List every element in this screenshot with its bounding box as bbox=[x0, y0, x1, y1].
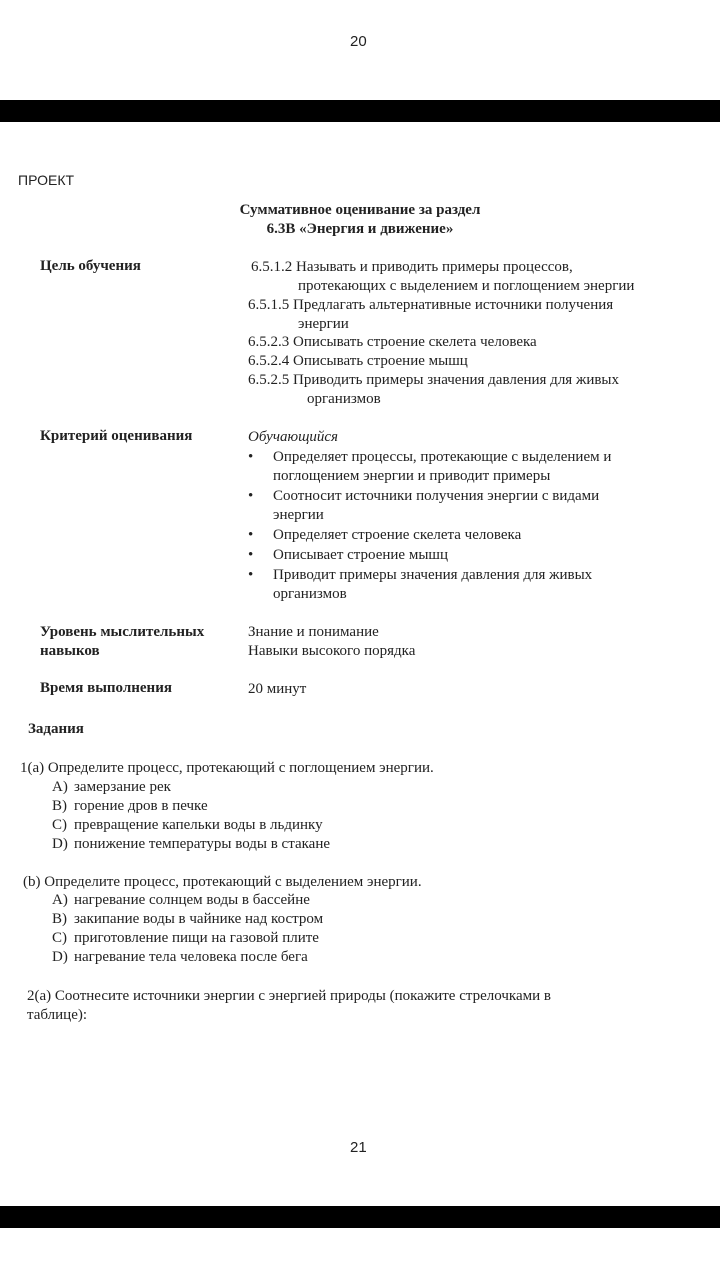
option-letter: A) bbox=[52, 892, 68, 908]
page-separator-bar-bottom bbox=[0, 1206, 720, 1228]
goal-item-3: 6.5.2.3 Описывать строение скелета человека bbox=[248, 334, 537, 350]
goal-item-5-line2: организмов bbox=[307, 391, 381, 407]
bullet-icon: • bbox=[248, 449, 254, 465]
criteria-item-4-line1: Описывает строение мышц bbox=[273, 547, 448, 563]
task-1a-option-a bbox=[52, 778, 171, 797]
task-1a-option-b bbox=[52, 797, 208, 816]
goal-item-2-line2: энергии bbox=[298, 316, 349, 332]
goal-item-1-line1: 6.5.1.2 Называть и приводить примеры процессов, bbox=[251, 259, 573, 275]
criteria-item-5 bbox=[248, 566, 668, 604]
criteria-item-1 bbox=[248, 448, 668, 486]
document-title-line1: Суммативное оценивание за раздел bbox=[239, 202, 481, 218]
task-1a-question: 1(a) Определите процесс, протекающий с поглощением энергии. bbox=[20, 760, 434, 776]
option-text: нагревание солнцем воды в бассейне bbox=[74, 892, 310, 908]
option-letter: C) bbox=[52, 930, 67, 946]
criteria-item-4 bbox=[248, 546, 668, 565]
criteria-item-1-line1: Определяет процессы, протекающие с выделением и bbox=[273, 449, 612, 465]
goal-item-1-line2: протекающих с выделением и поглощением энергии bbox=[298, 278, 635, 294]
task-1a-option-c bbox=[52, 816, 323, 835]
option-text: закипание воды в чайнике над костром bbox=[74, 911, 324, 927]
option-text: горение дров в печке bbox=[74, 798, 208, 814]
criteria-item-2-line2: энергии bbox=[273, 507, 324, 523]
task-1a-option-d bbox=[52, 835, 330, 854]
option-text: замерзание рек bbox=[74, 779, 171, 795]
criteria-item-2-line1: Соотносит источники получения энергии с видами bbox=[273, 488, 600, 504]
tasks-heading: Задания bbox=[28, 721, 84, 737]
time-label: Время выполнения bbox=[40, 680, 172, 696]
option-text: нагревание тела человека после бега bbox=[74, 949, 308, 965]
skills-value-1: Знание и понимание bbox=[248, 624, 379, 640]
skills-label-line2: навыков bbox=[40, 643, 100, 659]
criteria-item-5-line1: Приводит примеры значения давления для живых bbox=[273, 567, 593, 583]
goal-item-5-line1: 6.5.2.5 Приводить примеры значения давления для живых bbox=[248, 372, 620, 388]
skills-value-2: Навыки высокого порядка bbox=[248, 643, 416, 659]
criteria-label: Критерий оценивания bbox=[40, 428, 193, 444]
option-letter: B) bbox=[52, 911, 67, 927]
goal-item-4: 6.5.2.4 Описывать строение мышц bbox=[248, 353, 468, 369]
task-1b-option-a bbox=[52, 891, 310, 910]
bullet-icon: • bbox=[248, 488, 254, 504]
document-title-line2: 6.3В «Энергия и движение» bbox=[266, 221, 454, 237]
draft-label: ПРОЕКТ bbox=[18, 172, 75, 188]
task-1b-option-c bbox=[52, 929, 319, 948]
goals-label: Цель обучения bbox=[40, 258, 141, 274]
task-2a-line2: таблице): bbox=[27, 1007, 88, 1023]
criteria-item-3 bbox=[248, 526, 668, 545]
bullet-icon: • bbox=[248, 547, 254, 563]
option-letter: C) bbox=[52, 817, 67, 833]
criteria-item-5-line2: организмов bbox=[273, 586, 347, 602]
goal-item-5 bbox=[248, 371, 678, 409]
goal-item-2-line1: 6.5.1.5 Предлагать альтернативные источники получения bbox=[248, 297, 614, 313]
task-2a-question bbox=[27, 987, 687, 1025]
goal-item-2 bbox=[248, 296, 678, 334]
bullet-icon: • bbox=[248, 567, 254, 583]
time-value: 20 минут bbox=[248, 681, 307, 697]
task-1b-question: (b) Определите процесс, протекающий с выделением энергии. bbox=[23, 874, 422, 890]
option-text: приготовление пищи на газовой плите bbox=[74, 930, 319, 946]
page-number-bottom: 21 bbox=[350, 1139, 367, 1156]
skills-label bbox=[40, 623, 204, 661]
option-text: понижение температуры воды в стакане bbox=[74, 836, 331, 852]
criteria-item-1-line2: поглощением энергии и приводит примеры bbox=[273, 468, 551, 484]
option-text: превращение капельки воды в льдинку bbox=[74, 817, 323, 833]
option-letter: D) bbox=[52, 836, 68, 852]
option-letter: D) bbox=[52, 949, 68, 965]
criteria-intro: Обучающийся bbox=[248, 429, 339, 445]
task-2a-line1: 2(a) Соотнесите источники энергии с энергией природы (покажите стрелочками в bbox=[27, 988, 551, 1004]
skills-label-line1: Уровень мыслительных bbox=[40, 624, 205, 640]
task-1b-option-b bbox=[52, 910, 323, 929]
option-letter: A) bbox=[52, 779, 68, 795]
goal-item-1 bbox=[251, 258, 681, 296]
option-letter: B) bbox=[52, 798, 67, 814]
criteria-item-2 bbox=[248, 487, 668, 525]
bullet-icon: • bbox=[248, 527, 254, 543]
page-separator-bar bbox=[0, 100, 720, 122]
task-1b-option-d bbox=[52, 948, 308, 967]
page-number-top: 20 bbox=[350, 33, 367, 50]
criteria-item-3-line1: Определяет строение скелета человека bbox=[273, 527, 522, 543]
